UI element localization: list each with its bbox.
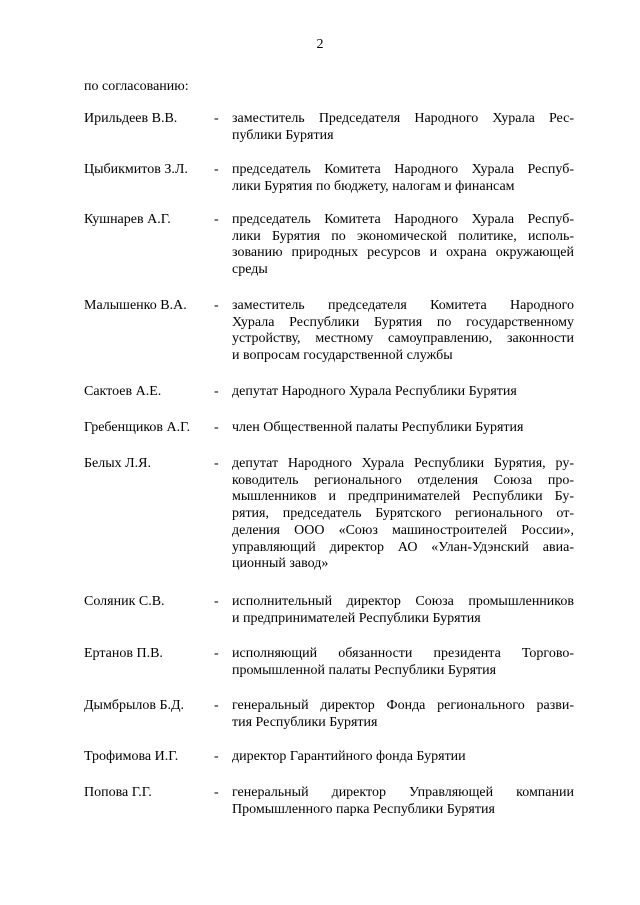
member-name: Попова Г.Г. (84, 785, 152, 800)
member-dash: - (214, 298, 219, 313)
member-role-line: член Общественной палаты Республики Бурятия (232, 420, 524, 435)
member-name: Сактоев А.Е. (84, 384, 162, 399)
member-role-line: директор Гарантийного фонда Бурятии (232, 749, 466, 764)
member-role-line: Промышленного парка Республики Бурятия (232, 801, 495, 817)
member-dash: - (214, 212, 219, 227)
member-dash: - (214, 420, 219, 435)
member-dash: - (214, 785, 219, 800)
member-role-line: генеральный директор Фонда регионального разви- (232, 698, 574, 713)
member-role-line: управляющий директор АО «Улан-Удэнский авиа- (232, 539, 574, 555)
member-role-line: Хурала Республики Бурятия по государственному (232, 314, 574, 330)
member-name: Ертанов П.В. (84, 646, 163, 661)
member-role (232, 646, 574, 679)
member-role (232, 456, 574, 573)
member-role-line: мышленников и предпринимателей Республики Бу- (232, 489, 574, 505)
member-dash: - (214, 646, 219, 661)
member-role-line: и вопросам государственной службы (232, 348, 453, 364)
member-role (232, 111, 574, 144)
member-name: Трофимова И.Г. (84, 749, 179, 764)
member-name: Цыбикмитов З.Л. (84, 162, 188, 177)
member-dash: - (214, 749, 219, 764)
member-role (232, 785, 574, 818)
member-role-line: председатель Комитета Народного Хурала Респуб- (232, 162, 574, 177)
member-name: Малышенко В.А. (84, 298, 187, 313)
member-role-line: лики Бурятия по бюджету, налогам и финансам (232, 178, 515, 194)
member-role-line: промышленной палаты Республики Бурятия (232, 662, 497, 678)
member-name: Белых Л.Я. (84, 456, 151, 471)
member-dash: - (214, 594, 219, 609)
page-number: 2 (316, 37, 324, 52)
member-dash: - (214, 698, 219, 713)
member-role-line: среды (232, 262, 268, 278)
member-dash: - (214, 162, 219, 177)
member-role-line: ционный завод» (232, 556, 329, 572)
member-role-line: устройству, местному самоуправлению, законности (232, 331, 574, 347)
member-role-line: депутат Народного Хурала Республики Бурятия (232, 384, 517, 399)
member-name: Дымбрылов Б.Д. (84, 698, 185, 713)
member-role-line: деления ООО «Союз машиностроителей России», (232, 522, 574, 538)
member-role (232, 162, 574, 195)
member-role-line: заместитель председателя Комитета Народного (232, 298, 574, 313)
member-role-line: заместитель Председателя Народного Хурала Рес- (232, 111, 574, 126)
member-role-line: зованию природных ресурсов и охрана окружающей (232, 245, 574, 261)
member-name: Гребенщиков А.Г. (84, 420, 191, 435)
member-role-line: генеральный директор Управляющей компании (232, 785, 574, 800)
member-role-line: депутат Народного Хурала Республики Бурятия, ру- (232, 456, 574, 471)
member-name: Кушнарев А.Г. (84, 212, 171, 227)
member-role-line: публики Бурятия (232, 127, 334, 143)
member-dash: - (214, 384, 219, 399)
member-role-line: и предпринимателей Республики Бурятия (232, 610, 481, 626)
member-role (232, 420, 574, 437)
member-role-line: председатель Комитета Народного Хурала Респуб- (232, 212, 574, 227)
member-role-line: ководитель регионального отделения Союза про- (232, 472, 574, 488)
member-dash: - (214, 111, 219, 126)
member-role-line: тия Республики Бурятия (232, 714, 378, 730)
member-role (232, 749, 574, 766)
member-role (232, 298, 574, 365)
member-role-line: исполняющий обязанности президента Торгово- (232, 646, 574, 661)
member-name: Соляник С.В. (84, 594, 165, 609)
member-role (232, 594, 574, 627)
member-role (232, 212, 574, 279)
approval-intro: по согласованию: (84, 79, 189, 94)
member-role-line: исполнительный директор Союза промышленников (232, 594, 574, 609)
member-dash: - (214, 456, 219, 471)
member-name: Ирильдеев В.В. (84, 111, 178, 126)
member-role-line: рятия, председатель Бурятского регионального от- (232, 506, 574, 522)
member-role-line: лики Бурятия по экономической политике, исполь- (232, 228, 574, 244)
member-role (232, 384, 574, 401)
member-role (232, 698, 574, 731)
